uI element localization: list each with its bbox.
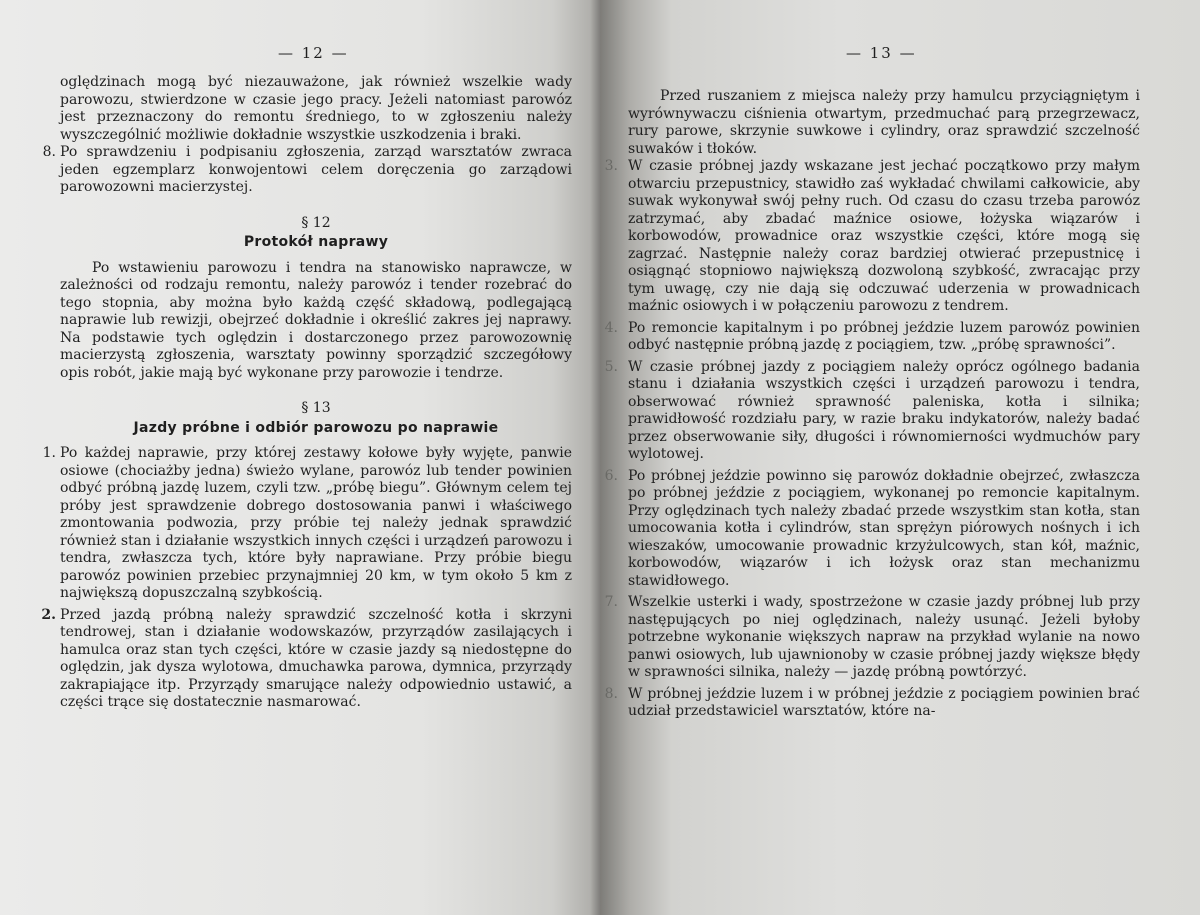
item-text: Po próbnej jeździe powinno się parowóz dokładnie obejrzeć, zwłaszcza po próbnej jeździe z pociągiem, wykonanej po remoncie kapitalnym. Przy oględzinach tych należy zbadać przede wszystkim stan kotła, stan umocowania kotła i cylindrów, stan sprężyn piórowych nośnych i ich wieszaków, umocowanie prowadnic krzyżulcowych, stan kół, maźnic, korbowodów, wiązarów i ich łożysk oraz stan mechanizmu stawidłowego. <box>628 467 1140 589</box>
right-text-block <box>604 88 1140 721</box>
item-number: 8. <box>604 685 618 702</box>
item-text: W próbnej jeździe luzem i w próbnej jeździe z pociągiem powinien brać udział przedstawiciel warsztatów, które na- <box>628 685 1140 719</box>
item-number: 2. <box>41 606 56 623</box>
item-number: 5. <box>604 358 618 375</box>
item-text: W czasie próbnej jazdy wskazane jest jechać początkowo przy małym otwarciu przepustnicy, stawidło zaś wykładać chwilami całkowicie, aby suwak wykonywał swój pełny ruch. Od czasu do czasu trzeba parowóz zatrzymać, aby zbadać maźnice osiowe, łożyska wiązarów i korbowodów, prowadnice oraz wszystkie części, które mogą się zagrzać. Następnie należy coraz bardziej otwierać przepustnicę i osiągnąć stopniowo największą dozwoloną szybkość, zwracając przy tym uwagę, czy nie dają się odczuwać uderzenia w prowadnicach maźnic osiowych i w połączeniu parowozu z tendrem. <box>628 158 1140 314</box>
item-number: 7. <box>604 594 618 610</box>
right-item-7 <box>600 594 1140 682</box>
page-number-left: — 12 — <box>278 44 349 62</box>
item-number: 4. <box>604 319 618 336</box>
right-intro-paragraph: Przed ruszaniem z miejsca należy przy hamulcu przyciągniętym i wyrównywaczu ciśnienia otwartym, przedmuchać parą przegrzewacz, rury parowe, skrzynie suwkowe i cylindry, oraz sprawdzić szczelność suwaków i tłoków. <box>628 88 1140 157</box>
item-text: Po sprawdzeniu i podpisaniu zgłoszenia, zarząd warsztatów zwraca jeden egzemplarz konwojentowi celem doręczenia go zarządowi parowozowni macierzystej. <box>60 144 572 195</box>
item-text: Po remoncie kapitalnym i po próbnej jeździe luzem parowóz powinien odbyć następnie próbną jazdę z pociągiem, tzw. „próbę sprawności”. <box>628 319 1140 353</box>
right-item-5 <box>600 359 1140 464</box>
item-number: 3. <box>604 158 618 174</box>
page-edge-shadow <box>590 0 600 915</box>
section-13-item-2 <box>8 607 572 712</box>
left-item-8 <box>8 144 572 197</box>
item-text: Wszelkie usterki i wady, spostrzeżone w czasie jazdy próbnej lub przy następujących po niej oględzinach, należy usunąć. Jeżeli byłoby potrzebne wykonanie większych napraw na przykład wylanie na nowo panwi osiowych, lub ujawnionoby w czasie próbnej jazdy większe błędy w sprawności silnika, należy — jazdę próbną powtórzyć. <box>628 594 1140 680</box>
right-item-4 <box>600 320 1140 355</box>
item-number: 1. <box>42 445 56 461</box>
section-13-sign: § 13 <box>301 400 331 416</box>
section-12-paragraph: Po wstawieniu parowozu i tendra na stanowisko naprawcze, w zależności od rodzaju remontu, należy parowóz i tender rozebrać do tego stopnia, aby można było każdą część składową, podlegającą naprawie lub rewizji, obejrzeć dokładnie i określić zakres jej naprawy. Na podstawie tych oględzin i dostarczonego przez parowozownię macierzystą zgłoszenia, warsztaty powinny sporządzić szczegółowy opis robót, jakie mają być wykonane przy parowozie i tendrze. <box>60 259 572 381</box>
right-page <box>600 0 1200 915</box>
section-12-sign: § 12 <box>301 214 331 231</box>
item-text: Po każdej naprawie, przy której zestawy kołowe były wyjęte, panwie osiowe (chociażby jedna) świeżo wylane, parowóz lub tender powinien odbyć próbną jazdę luzem, czyli tzw. „próbę biegu”. Głównym celem tej próby jest sprawdzenie dobrego dostosowania panwi i właściwego zmontowania podwozia, przy próbie tej należy jednak sprawdzić również stan i działanie wszystkich innych części i urządzeń parowozu i tendra, zwłaszcza tych, które były naprawiane. Przy próbie biegu parowóz powinien przebiec przynajmniej 20 km, w tym około 5 km z największą dopuszczalną szybkością. <box>60 445 572 601</box>
right-item-6 <box>600 468 1140 591</box>
left-intro-paragraph: oględzinach mogą być niezauważone, jak również wszelkie wady parowozu, stwierdzone w czasie jego pracy. Jeżeli natomiast parowóz jest przeznaczony do remontu średniego, to w zgłoszeniu należy wyszczególnić możliwie dokładnie wszystkie uszkodzenia i braki. <box>60 74 572 143</box>
item-number: 6. <box>604 467 618 484</box>
item-text: Przed jazdą próbną należy sprawdzić szczelność kotła i skrzyni tendrowej, stan i działanie wodowskazów, przyrządów zasilających i hamulca oraz stan tych części, które w czasie jazdy są niedostępne do oględzin, jak dysza wylotowa, dmuchawka parowa, dymnica, przyrządy zakrapiające itp. Przyrządy smarujące należy odpowiednio ustawić, a części trące się dostatecznie nasmarować. <box>60 606 572 710</box>
left-text-block <box>41 74 572 712</box>
item-text: W czasie próbnej jazdy z pociągiem należy oprócz ogólnego badania stanu i działania wszystkich części i urządzeń parowozu i tendra, obserwować również sprawność paleniska, kotła i silnika; prawidłowość rozdziału pary, w razie braku indykatorów, należy badać przez obserwowanie siły, długości i równomierności wydmuchów pary wylotowej. <box>628 358 1140 462</box>
page-number-right: — 13 — <box>846 44 917 62</box>
section-13-title: Jazdy próbne i odbiór parowozu po naprawie <box>133 419 499 436</box>
section-12-title: Protokół naprawy <box>243 234 389 250</box>
item-number: 8. <box>42 144 56 160</box>
section-13-item-1 <box>8 445 572 603</box>
right-item-8 <box>600 686 1140 721</box>
right-item-3 <box>600 158 1140 316</box>
